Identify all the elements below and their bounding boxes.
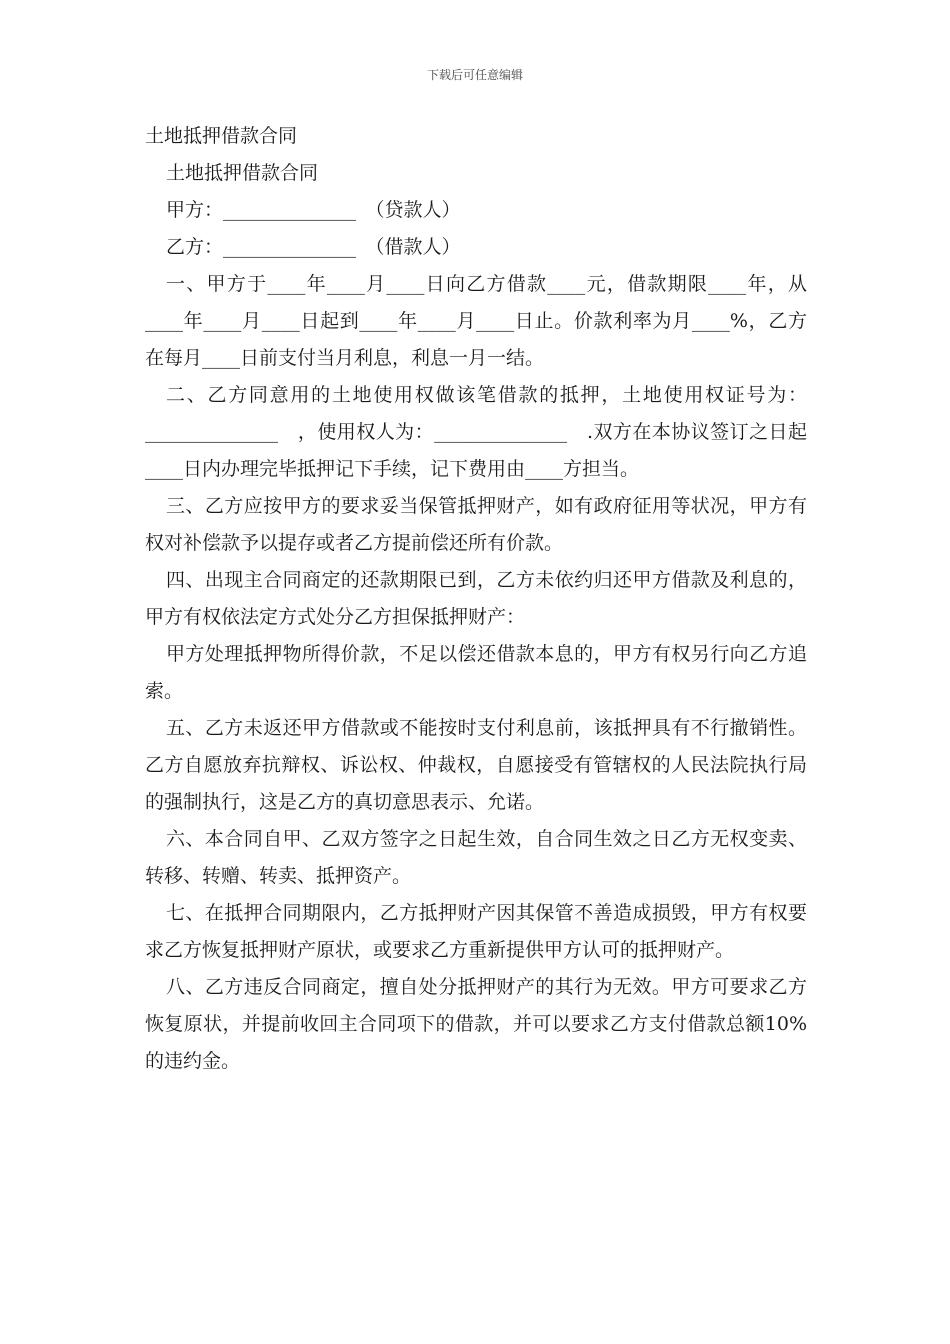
header-note: 下载后可任意编辑	[426, 68, 523, 82]
clause-3: 三、乙方应按甲方的要求妥当保管抵押财产，如有政府征用等状况，甲方有权对补偿款予以提存或者乙方提前偿还所有价款。	[145, 495, 807, 554]
clause-1: 一、甲方于____年____月____日向乙方借款____元，借款期限____年，从____年____月____日起到____年____月____日止。价款利率为月____%，乙方在每月____日前支付当月利息，利息一月一结。	[145, 273, 807, 369]
clause-4-note: 甲方处理抵押物所得价款，不足以偿还借款本息的，甲方有权另行向乙方追索。	[145, 643, 807, 702]
document-body	[145, 118, 807, 1080]
clause-4: 四、出现主合同商定的还款期限已到，乙方未依约归还甲方借款及利息的，甲方有权依法定方式处分乙方担保抵押财产：	[145, 569, 807, 628]
document-subtitle: 土地抵押借款合同	[166, 162, 319, 184]
clause-8: 八、乙方违反合同商定，擅自处分抵押财产的其行为无效。甲方可要求乙方恢复原状，并提前收回主合同项下的借款，并可以要求乙方支付借款总额10%的违约金。	[145, 976, 807, 1072]
party-b-line: 乙方：______________ （借款人）	[166, 236, 461, 258]
clause-6: 六、本合同自甲、乙双方签字之日起生效，自合同生效之日乙方无权变卖、转移、转赠、转卖、抵押资产。	[145, 828, 807, 887]
document-title: 土地抵押借款合同	[145, 125, 298, 147]
clause-2: 二、乙方同意用的土地使用权做该笔借款的抵押，土地使用权证号为：______________ ，使用权人为：______________ .双方在本协议签订之日起____日内办理完毕抵押记下手续，记下费用由____方担当。	[145, 384, 807, 480]
clause-7: 七、在抵押合同期限内，乙方抵押财产因其保管不善造成损毁，甲方有权要求乙方恢复抵押财产原状，或要求乙方重新提供甲方认可的抵押财产。	[145, 902, 807, 961]
clause-5: 五、乙方未返还甲方借款或不能按时支付利息前，该抵押具有不行撤销性。乙方自愿放弃抗辩权、诉讼权、仲裁权，自愿接受有管辖权的人民法院执行局的强制执行，这是乙方的真切意思表示、允诺。	[145, 717, 807, 813]
party-a-line: 甲方：______________ （贷款人）	[166, 199, 461, 221]
